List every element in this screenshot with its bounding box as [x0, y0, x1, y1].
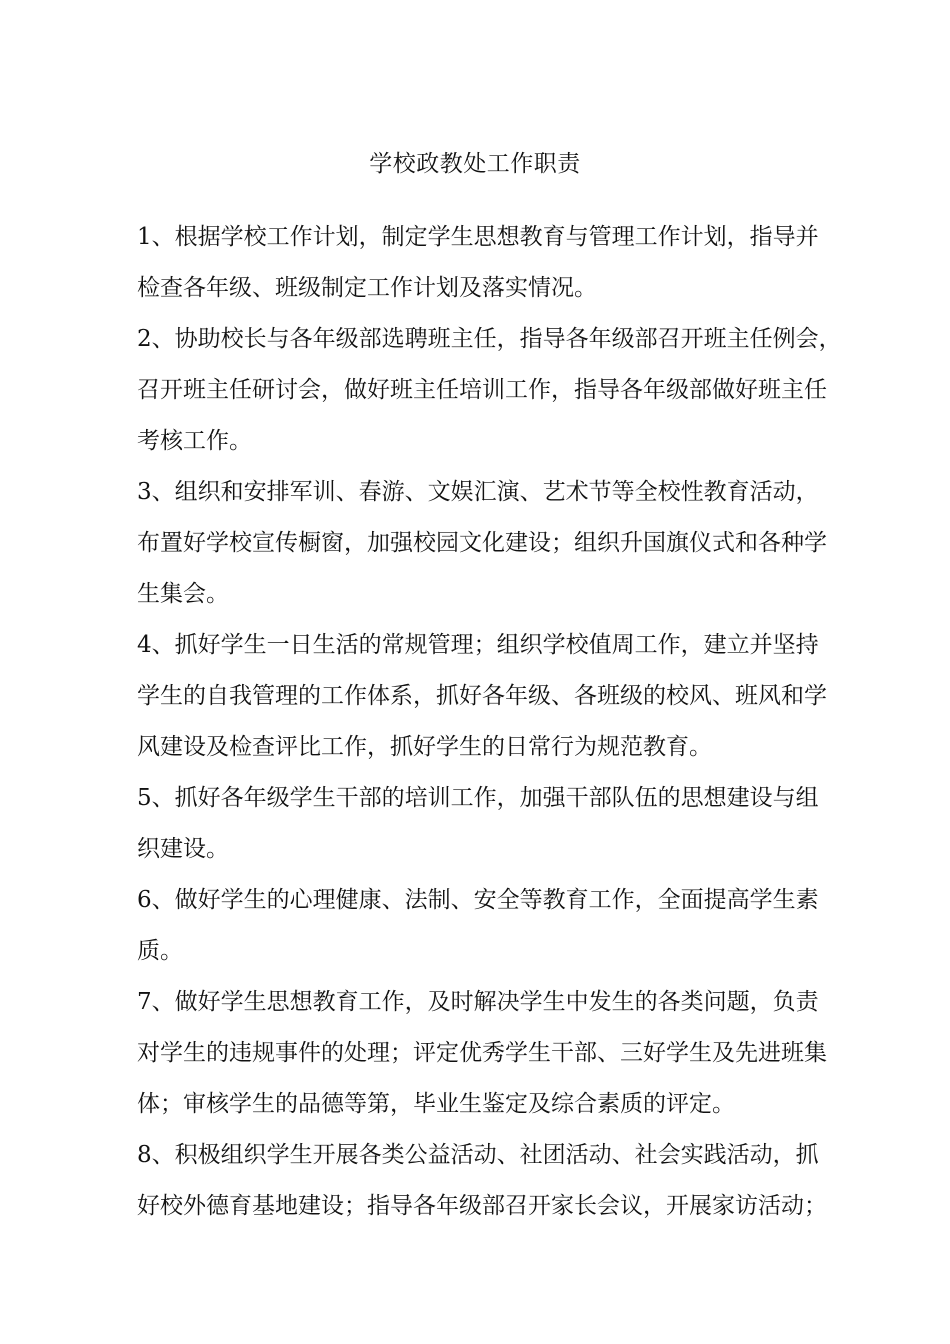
paragraph-4: [137, 620, 827, 773]
paragraph-7: [137, 977, 827, 1130]
paragraph-3: [137, 467, 827, 620]
paragraph-line: 2、协助校长与各年级部选聘班主任，指导各年级部召开班主任例会，: [137, 326, 842, 352]
paragraph-line: 考核工作。: [137, 428, 252, 454]
paragraph-line: 对学生的违规事件的处理；评定优秀学生干部、三好学生及先进班集: [137, 1040, 827, 1066]
paragraph-2: [137, 314, 842, 467]
paragraph-line: 织建设。: [137, 836, 229, 862]
paragraph-line: 6、做好学生的心理健康、法制、安全等教育工作，全面提高学生素: [137, 887, 819, 913]
paragraph-line: 1、根据学校工作计划，制定学生思想教育与管理工作计划，指导并: [137, 224, 819, 250]
paragraph-line: 5、抓好各年级学生干部的培训工作，加强干部队伍的思想建设与组: [137, 785, 819, 811]
paragraph-line: 召开班主任研讨会，做好班主任培训工作，指导各年级部做好班主任: [137, 377, 827, 403]
paragraph-line: 3、组织和安排军训、春游、文娱汇演、艺术节等全校性教育活动，: [137, 479, 819, 505]
paragraph-5: [137, 773, 817, 875]
document-title: 学校政教处工作职责: [369, 151, 581, 177]
paragraph-line: 好校外德育基地建设；指导各年级部召开家长会议，开展家访活动；: [137, 1193, 827, 1219]
paragraph-line: 生集会。: [137, 581, 229, 607]
document-body: [137, 212, 842, 1232]
paragraph-line: 8、积极组织学生开展各类公益活动、社团活动、社会实践活动，抓: [137, 1142, 819, 1168]
paragraph-line: 质。: [137, 938, 183, 964]
paragraph-line: 学生的自我管理的工作体系，抓好各年级、各班级的校风、班风和学: [137, 683, 827, 709]
paragraph-1: [137, 212, 817, 314]
paragraph-line: 检查各年级、班级制定工作计划及落实情况。: [137, 275, 597, 301]
paragraph-line: 布置好学校宣传橱窗，加强校园文化建设；组织升国旗仪式和各种学: [137, 530, 827, 556]
paragraph-line: 风建设及检查评比工作，抓好学生的日常行为规范教育。: [137, 734, 712, 760]
paragraph-8: [137, 1130, 827, 1232]
paragraph-line: 4、抓好学生一日生活的常规管理；组织学校值周工作，建立并坚持: [137, 632, 819, 658]
paragraph-line: 7、做好学生思想教育工作，及时解决学生中发生的各类问题，负责: [137, 989, 819, 1015]
paragraph-6: [137, 875, 817, 977]
paragraph-line: 体；审核学生的品德等第，毕业生鉴定及综合素质的评定。: [137, 1091, 735, 1117]
